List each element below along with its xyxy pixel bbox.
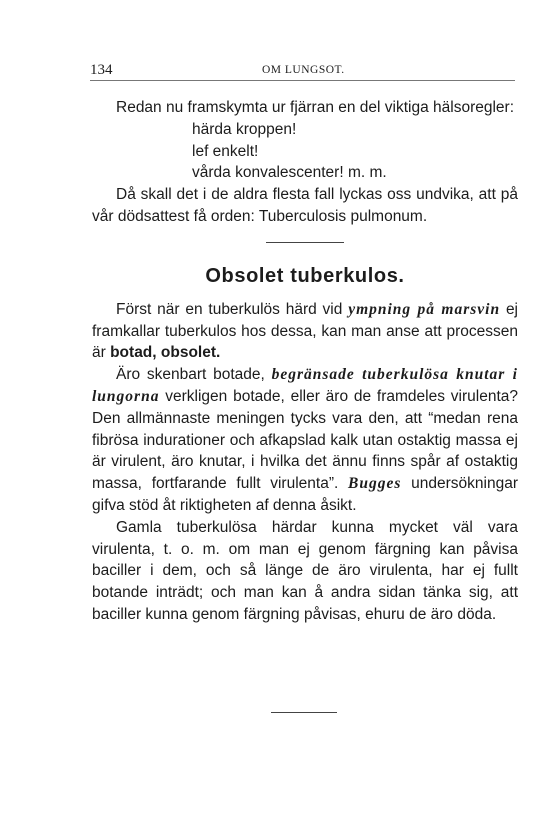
text-run: undersökningar gifva stöd åt riktigheten af denna åsikt. xyxy=(92,475,518,514)
text-run: Äro skenbart botade, xyxy=(116,366,272,384)
running-header xyxy=(90,62,490,82)
text-run: Först när en tuberkulös härd vid xyxy=(116,300,349,318)
header-rule xyxy=(90,80,515,81)
closing-paragraph: Då skall det i de aldra flesta fall lyckas oss undvika, att på vår dödsattest få orden: Tuberculosis pulmonum. xyxy=(92,186,518,225)
author-name: Bugges xyxy=(348,475,402,493)
end-divider xyxy=(271,712,337,713)
bold-text: botad, obsolet. xyxy=(110,344,221,362)
intro-paragraph: Redan nu framskymta ur fjärran en del viktiga hälsoregler: xyxy=(116,99,515,116)
paragraph-vaccination xyxy=(92,299,518,364)
running-title: OM LUNGSOT. xyxy=(262,64,345,76)
page-body xyxy=(92,97,518,626)
health-rules-list xyxy=(92,119,518,184)
text-run: ej framkallar tuberkulos hos dessa, kan man anse att processen är xyxy=(92,300,519,362)
text-run: verkligen botade, eller äro de framdeles virulenta? Den allmännaste meningen tycks vara den, att “medan rena fibrösa indurationer och afkapslad kalk utan ostaktig massa ej är virulent, äro knutar, i hvilka det ännu finns spår af ostaktig massa, fortfarande fullt virulenta”. xyxy=(92,387,518,493)
emphasis-text: ympning på marsvin xyxy=(348,300,501,318)
paragraph-old-foci: Gamla tuberkulösa härdar kunna mycket väl vara virulenta, t. o. m. om man ej genom färgning kan påvisa baciller i dem, och så länge de äro virulenta, har ej fullt botande inträdt; och man kan å andra sidan tänka sig, att baciller kunna genom färgning påvisas, ehuru de äro döda. xyxy=(92,518,518,623)
health-rule: vårda konvalescenter! m. m. xyxy=(192,164,387,182)
page-number: 134 xyxy=(90,62,113,78)
health-rule: lef enkelt! xyxy=(192,142,259,160)
health-rule: härda kroppen! xyxy=(192,120,297,138)
emphasis-text: begränsade tuberkulösa knutar i lungorna xyxy=(92,366,518,405)
section-divider xyxy=(266,242,344,243)
paragraph-nodules xyxy=(92,364,518,517)
section-heading: Obsolet tuberkulos. xyxy=(205,264,405,287)
